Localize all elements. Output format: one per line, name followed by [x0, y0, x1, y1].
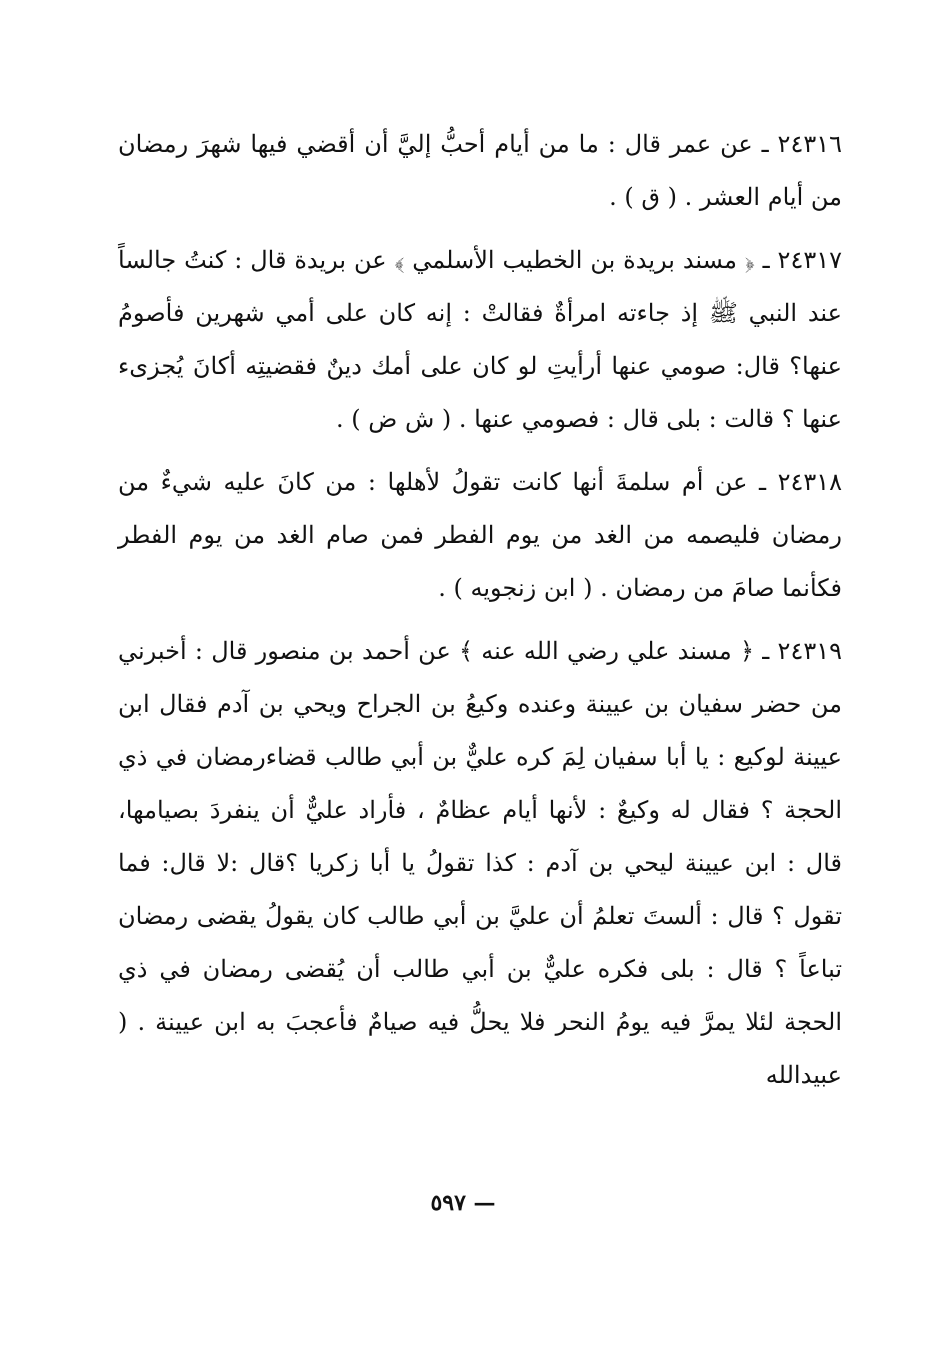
page-body [118, 118, 842, 1102]
hadith-24316: ٢٤٣١٦ ـ عن عمر قال : ما من أيام أحبُّ إليَّ أن أقضي فيها شهرَ رمضان من أيام العشر . ( ق ) . [118, 130, 842, 211]
hadith-24319: ٢٤٣١٩ ـ ﴿ مسند علي رضي الله عنه ﴾ عن أحمد بن منصور قال : أخبرني من حضر سفيان بن عيينة وعنده وكيعُ بن الجراح ويحي بن آدم فقال ابن عيينة لوكيع : يا أبا سفيان لِمَ كره عليٌّ بن أبي طالب قضاءرمضان في ذي الحجة ؟ فقال له وكيعٌ : لأنها أيام عظامٌ ، فأراد عليٌّ أن ينفردَ بصيامها، قال : ابن عيينة ليحي بن آدم : كذا تقولُ يا أبا زكريا ؟قال :لا قال: فما تقول ؟ قال : ألستَ تعلمُ أن عليَّ بن أبي طالب كان يقولُ يقضى رمضان تباعاً ؟ قال : بلى فكره عليٌّ بن أبي طالب أن يُقضى رمضان في ذي الحجة لئلا يمرَّ فيه يومُ النحر فلا يحلُّ فيه صيامٌ فأعجبَ به ابن عيينة . ( عبيدالله [118, 637, 843, 1089]
page-number: — ٥٩٧ [430, 1190, 496, 1216]
hadith-24317: ٢٤٣١٧ ـ ﴿ مسند بريدة بن الخطيب الأسلمي ﴾ عن بريدة قال : كنتُ جالساً عند النبي ﷺ إذ جاءته امرأةٌ فقالتْ : إنه كان على أمي شهرين فأصومُ عنها؟ قال: صومي عنها أرأيتِ لو كان على أمك دينٌ فقضيتِه أكانَ يُجزىء عنها ؟ قالت : بلى قال : فصومي عنها . ( ش ض ) . [118, 246, 842, 433]
hadith-24318: ٢٤٣١٨ ـ عن أم سلمةَ أنها كانت تقولُ لأهلها : من كانَ عليه شيءٌ من رمضان فليصمه من الغد من يوم الفطر فمن صام الغد من يوم الفطر فكأنما صامَ من رمضان . ( ابن زنجويه ) . [118, 468, 843, 602]
